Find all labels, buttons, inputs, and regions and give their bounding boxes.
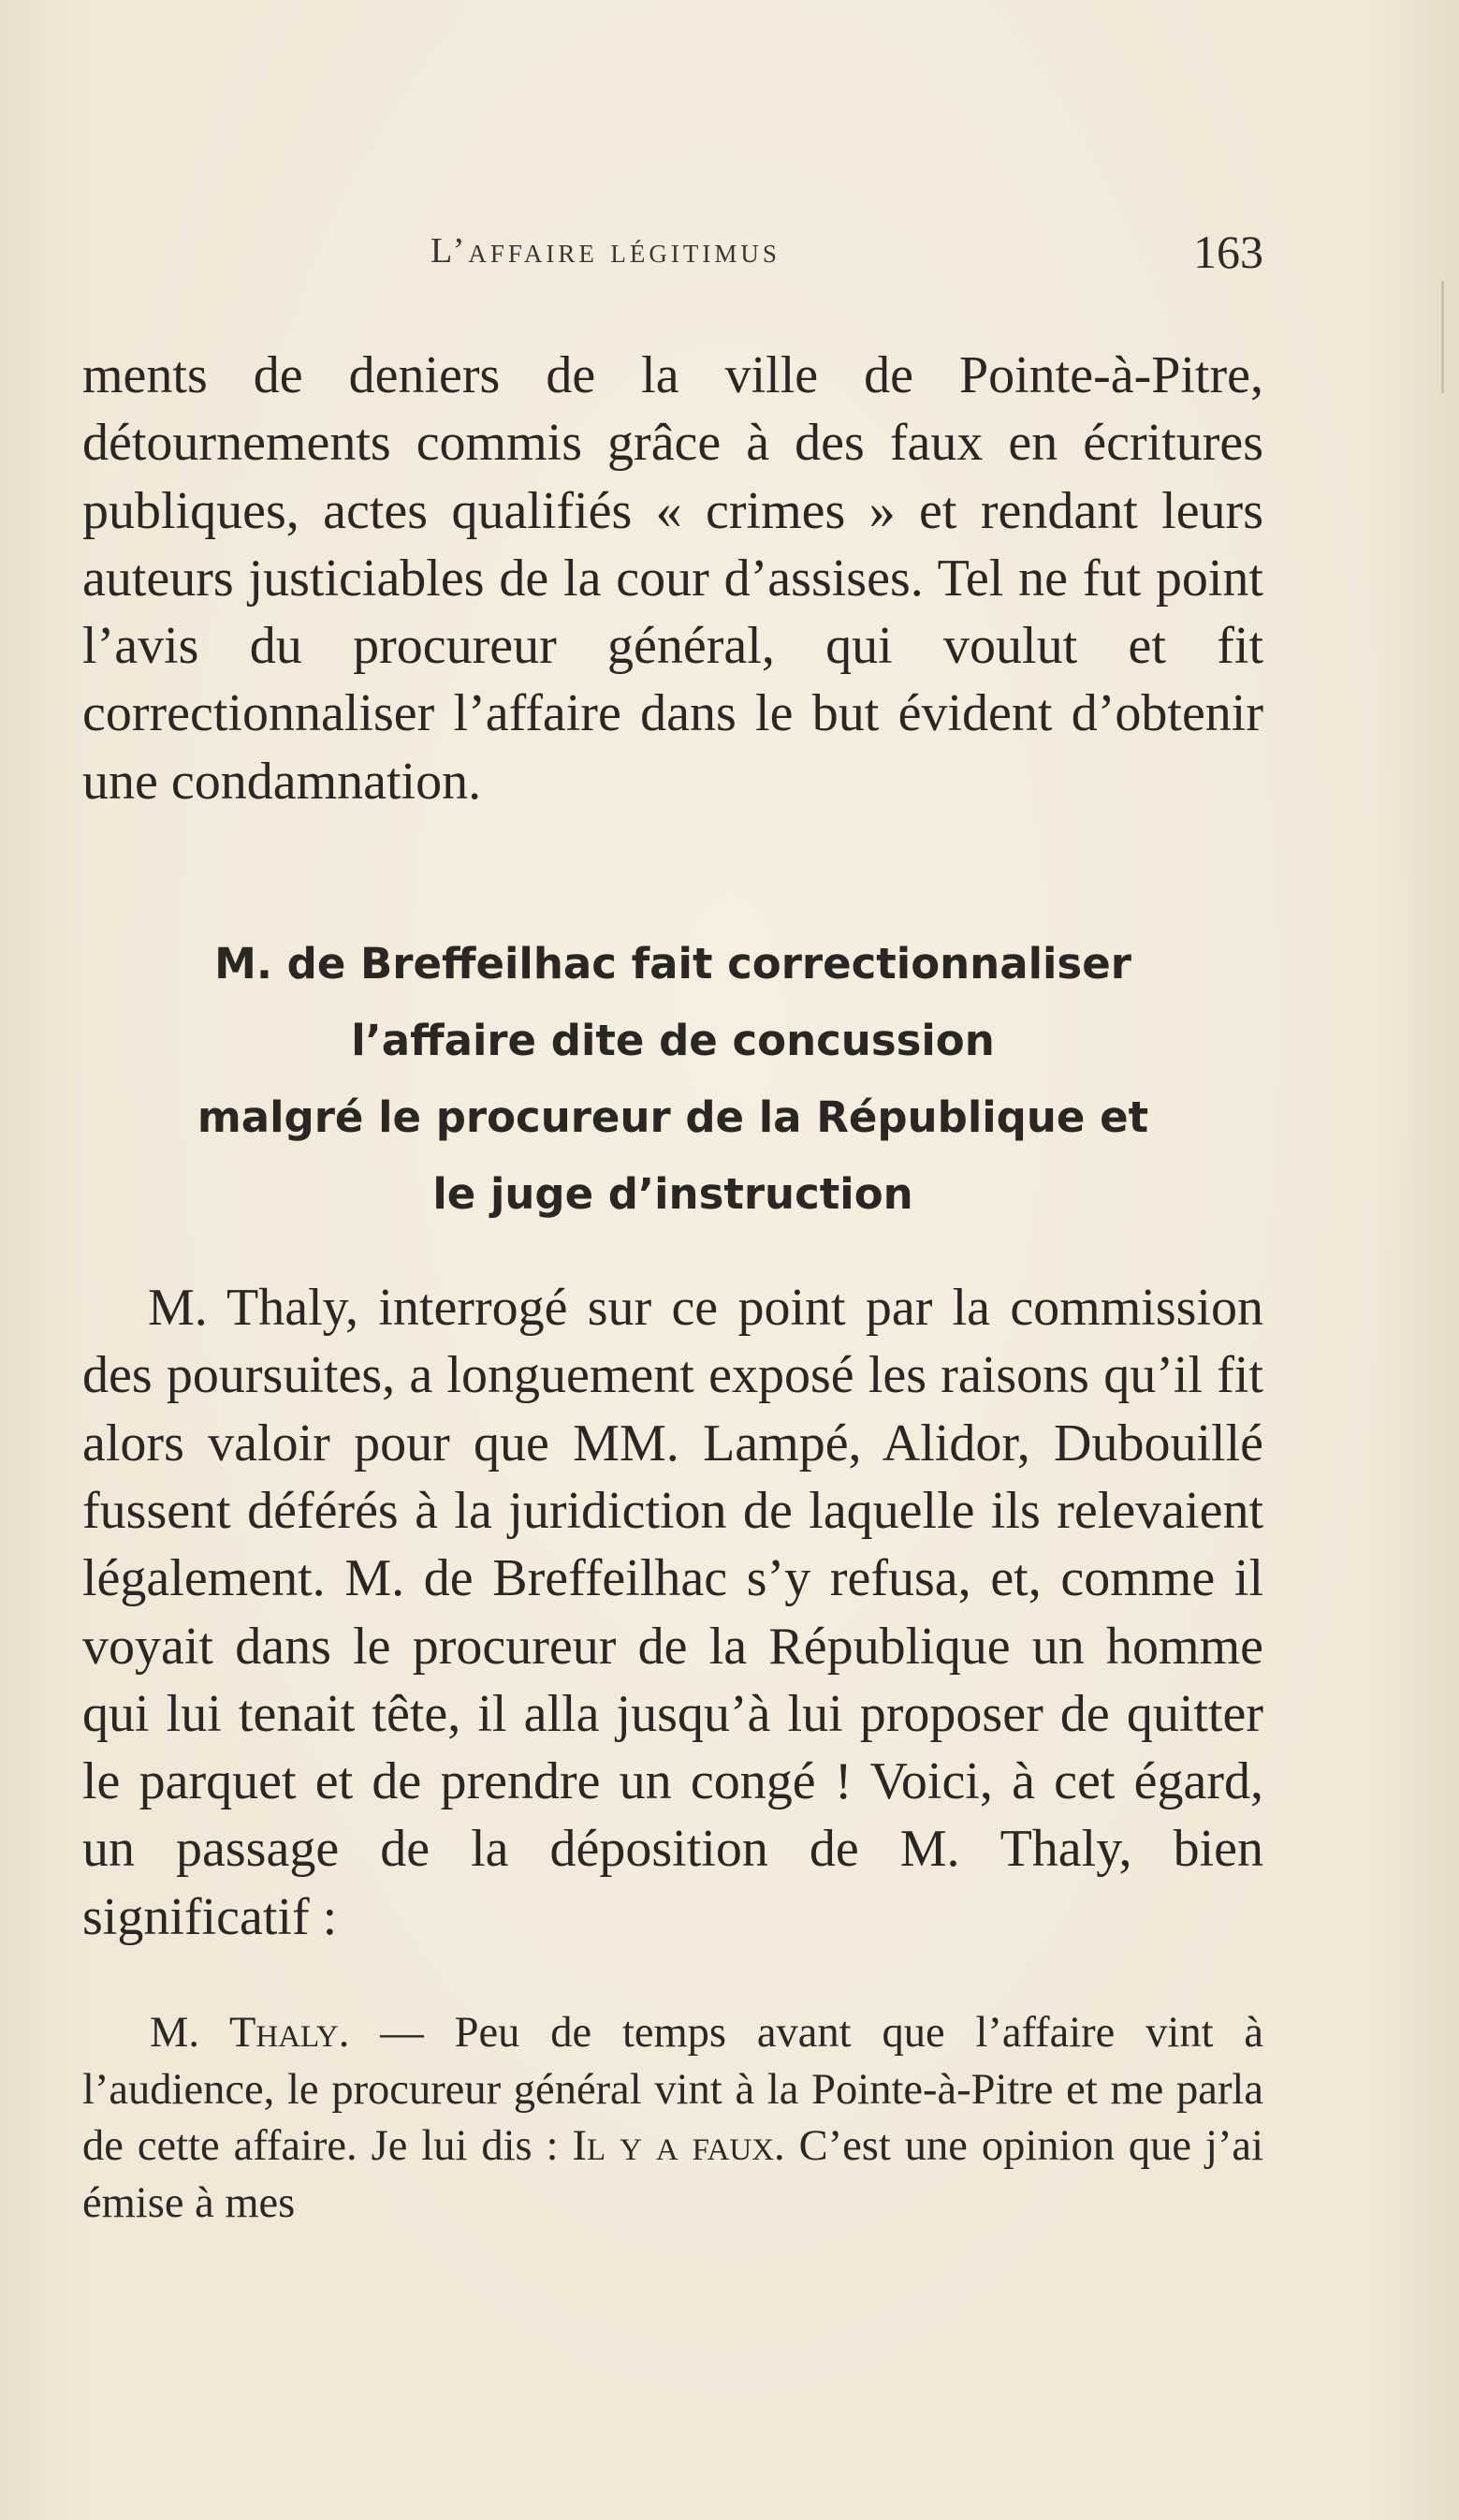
margin-mark [1441, 281, 1444, 393]
subheading-line-2: l’affaire dite de concussion [351, 1016, 995, 1066]
subheading-line-4: le juge d’instruction [432, 1169, 913, 1220]
subheading-line-3: malgré le procureur de la République et [197, 1092, 1149, 1143]
subheading-line-1: M. de Breffeilhac fait correctionnaliser [214, 939, 1131, 989]
running-head [84, 226, 1263, 278]
paragraph-continuation: ments de deniers de la ville de Pointe-à-Pitre, détournements commis grâce à des faux en écritures publiques, actes qualifiés « crimes » et rendant leurs auteurs justiciables de la cour d’assises. Tel ne fut point l’avis du procureur général, qui voulut et fit correctionnaliser l’affaire dans le but évident d’obtenir une condamnation. [82, 346, 1263, 811]
running-title: L’affaire légitimus [430, 231, 781, 271]
testimony-speaker: M. Thaly. [150, 2009, 350, 2058]
testimony-dash: — [349, 2009, 455, 2058]
paragraph-thaly: M. Thaly, interrogé sur ce point par la commission des poursuites, a longuement exposé les raisons qu’il fit alors valoir pour que MM. Lampé, Alidor, Dubouillé fussent déférés à la juridiction de laquelle ils relevaient légalement. M. de Breffeilhac s’y refusa, et, comme il voyait dans le procureur de la République un homme qui lui tenait tête, il alla jusqu’à lui proposer de quitter le parquet et de prendre un congé ! Voici, à cet égard, un passage de la déposition de M. Thaly, bien significatif : [82, 1279, 1263, 1946]
testimony-text-1: Peu de temps avant que l’affaire vint à l’audience, le procureur général vint à la Pointe-à-Pitre et me parla de cette affaire. Je lui dis : [82, 2009, 1263, 2171]
text-block [82, 342, 1263, 2276]
testimony-quote [82, 2005, 1263, 2232]
testimony-emphasis: Il y a faux. [572, 2122, 785, 2171]
page-number: 163 [1193, 226, 1263, 278]
testimony-text-2: C’est une opinion que j’ai émise à mes [82, 2122, 1263, 2227]
section-subheading [82, 926, 1263, 1233]
